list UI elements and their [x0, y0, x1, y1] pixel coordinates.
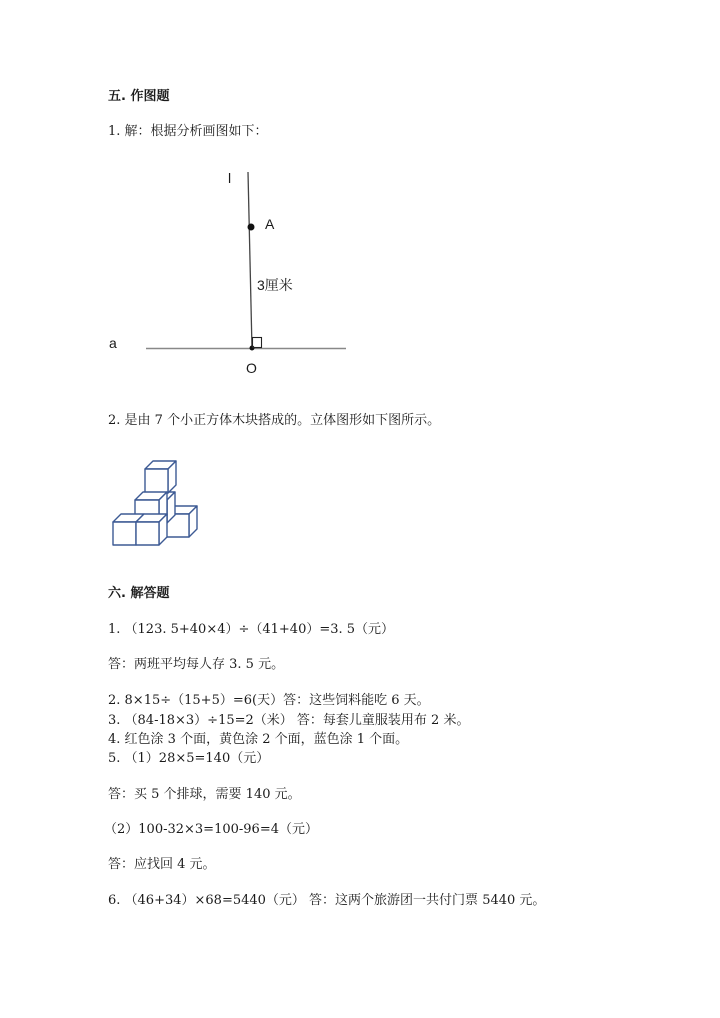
question-1-text: 1. 解：根据分析画图如下：: [108, 124, 268, 139]
s6-question-5-answer2: 答：应找回 4 元。: [108, 857, 216, 872]
point-o-label: O: [246, 360, 257, 376]
cube-middle: [135, 492, 167, 523]
point-a-label: A: [265, 216, 275, 232]
s6-question-6: 6. （46+34）×68=5440（元） 答：这两个旅游团一共付门票 5440 元。: [108, 893, 546, 908]
s6-question-1-answer: 答：两班平均每人存 3. 5 元。: [108, 657, 285, 672]
cube-bottom-center: [136, 514, 167, 545]
s6-question-2: 2. 8×15÷（15+5）=6(天）答：这些饲料能吃 6 天。: [108, 693, 430, 708]
s6-question-3: 3. （84-18×3）÷15=2（米） 答：每套儿童服装用布 2 米。: [108, 713, 470, 728]
section-5-title: 五. 作图题: [108, 89, 170, 104]
s6-question-5-part2: （2）100-32×3=100-96=4（元）: [104, 822, 318, 837]
line-l: [248, 172, 252, 349]
cube-back-middle: [143, 492, 175, 523]
question-2-text: 2. 是由 7 个小正方体木块搭成的。立体图形如下图所示。: [108, 413, 441, 428]
line-l-label: l: [228, 170, 232, 186]
s6-question-4: 4. 红色涂 3 个面，黄色涂 2 个面，蓝色涂 1 个面。: [108, 732, 409, 747]
s6-question-5-part1: 5. （1）28×5=140（元）: [108, 751, 270, 766]
cube-top: [145, 461, 176, 493]
section-6-title: 六. 解答题: [108, 586, 170, 601]
right-angle-mark: [253, 338, 262, 348]
point-o: [250, 346, 255, 351]
s6-question-1-calc: 1. （123. 5+40×4）÷（41+40）=3. 5（元）: [108, 622, 395, 637]
s6-question-5-answer1: 答：买 5 个排球，需要 140 元。: [108, 787, 301, 802]
cube-back-right: [165, 506, 197, 537]
point-a: [248, 224, 255, 231]
line-a-label: a: [109, 335, 117, 351]
distance-label: 3厘米: [257, 277, 293, 293]
cube-bottom-left: [113, 514, 144, 545]
